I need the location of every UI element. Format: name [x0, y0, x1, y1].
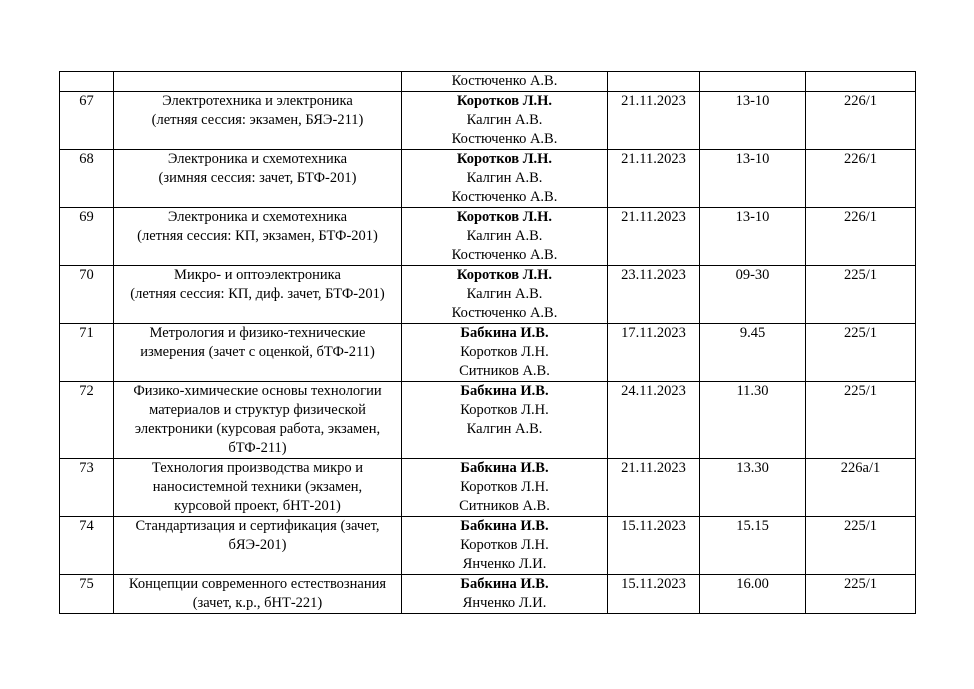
- date-cell: [608, 324, 700, 382]
- exam-time: 13.30: [736, 460, 769, 476]
- time-cell: [700, 575, 806, 614]
- commission-member: Коротков Л.Н.: [460, 402, 549, 418]
- subject-line: измерения (зачет с оценкой, бТФ-211): [140, 344, 375, 360]
- commission-cell: [402, 72, 608, 92]
- table-row: [60, 324, 916, 382]
- subject-line: Электротехника и электроника: [162, 93, 353, 109]
- table-row: [60, 72, 916, 92]
- room-cell: [806, 266, 916, 324]
- room-cell: [806, 208, 916, 266]
- commission-chair: Бабкина И.В.: [460, 518, 549, 534]
- exam-time: 13-10: [735, 209, 770, 225]
- row-number: 72: [79, 383, 94, 399]
- commission-chair: Коротков Л.Н.: [456, 209, 553, 225]
- exam-date: 23.11.2023: [621, 267, 686, 283]
- room-cell: [806, 575, 916, 614]
- commission-chair: Коротков Л.Н.: [456, 151, 553, 167]
- time-cell: [700, 382, 806, 459]
- exam-time: 15.15: [736, 518, 769, 534]
- exam-date: 21.11.2023: [621, 460, 686, 476]
- exam-room: 225/1: [843, 576, 878, 592]
- table-row: [60, 459, 916, 517]
- commission-cell: [402, 92, 608, 150]
- row-number-cell: [60, 72, 114, 92]
- commission-chair: Коротков Л.Н.: [456, 267, 553, 283]
- exam-date: 15.11.2023: [621, 518, 686, 534]
- subject-cell: [114, 92, 402, 150]
- table-row: [60, 208, 916, 266]
- exam-room: 226/1: [843, 151, 878, 167]
- row-number-cell: [60, 92, 114, 150]
- row-number-cell: [60, 150, 114, 208]
- exam-room: 225/1: [843, 325, 878, 341]
- date-cell: [608, 92, 700, 150]
- time-cell: [700, 266, 806, 324]
- room-cell: [806, 92, 916, 150]
- commission-member: Коротков Л.Н.: [460, 479, 549, 495]
- exam-date: 24.11.2023: [621, 383, 686, 399]
- commission-member: Костюченко А.В.: [451, 247, 558, 263]
- subject-cell: [114, 266, 402, 324]
- commission-member: Коротков Л.Н.: [460, 537, 549, 553]
- commission-chair: Бабкина И.В.: [460, 325, 549, 341]
- row-number-cell: [60, 575, 114, 614]
- exam-date: 21.11.2023: [621, 151, 686, 167]
- row-number: 75: [79, 576, 94, 592]
- subject-line: бЯЭ-201): [228, 537, 287, 553]
- commission-cell: [402, 150, 608, 208]
- commission-member: Коротков Л.Н.: [460, 344, 549, 360]
- time-cell: [700, 324, 806, 382]
- subject-line: (летняя сессия: КП, диф. зачет, БТФ-201): [130, 286, 385, 302]
- row-number-cell: [60, 382, 114, 459]
- row-number-cell: [60, 208, 114, 266]
- commission-member: Костюченко А.В.: [451, 73, 558, 89]
- row-number: 70: [79, 267, 94, 283]
- subject-line: бТФ-211): [228, 440, 287, 456]
- date-cell: [608, 266, 700, 324]
- exam-date: 21.11.2023: [621, 93, 686, 109]
- subject-cell: [114, 382, 402, 459]
- exam-room: 226/1: [843, 93, 878, 109]
- date-cell: [608, 150, 700, 208]
- commission-member: Калгин А.В.: [466, 421, 543, 437]
- exam-time: 13-10: [735, 151, 770, 167]
- exam-time: 9.45: [739, 325, 766, 341]
- commission-member: Костюченко А.В.: [451, 131, 558, 147]
- commission-member: Калгин А.В.: [466, 286, 543, 302]
- subject-line: (летняя сессия: КП, экзамен, БТФ-201): [137, 228, 378, 244]
- date-cell: [608, 459, 700, 517]
- subject-line: Микро- и оптоэлектроника: [174, 267, 341, 283]
- commission-member: Калгин А.В.: [466, 170, 543, 186]
- time-cell: [700, 92, 806, 150]
- table-row: [60, 150, 916, 208]
- commission-cell: [402, 459, 608, 517]
- row-number: 74: [79, 518, 94, 534]
- subject-line: Технология производства микро и: [151, 460, 364, 476]
- row-number-cell: [60, 517, 114, 575]
- commission-cell: [402, 324, 608, 382]
- table-row: [60, 266, 916, 324]
- exam-schedule-body: [60, 72, 916, 614]
- exam-time: 11.30: [736, 383, 769, 399]
- subject-line: Электроника и схемотехника: [167, 209, 348, 225]
- subject-line: Стандартизация и сертификация (зачет,: [135, 518, 380, 534]
- subject-line: (зачет, к.р., бНТ-221): [192, 595, 323, 611]
- commission-member: Калгин А.В.: [466, 228, 543, 244]
- time-cell: [700, 72, 806, 92]
- subject-line: Физико-химические основы технологии: [133, 383, 382, 399]
- table-row: [60, 517, 916, 575]
- row-number: 68: [79, 151, 94, 167]
- row-number-cell: [60, 266, 114, 324]
- room-cell: [806, 382, 916, 459]
- exam-room: 225/1: [843, 518, 878, 534]
- date-cell: [608, 208, 700, 266]
- room-cell: [806, 150, 916, 208]
- commission-chair: Коротков Л.Н.: [456, 93, 553, 109]
- subject-line: материалов и структур физической: [149, 402, 366, 418]
- subject-cell: [114, 72, 402, 92]
- row-number: 73: [79, 460, 94, 476]
- row-number: 67: [79, 93, 94, 109]
- exam-date: 15.11.2023: [621, 576, 686, 592]
- commission-chair: Бабкина И.В.: [460, 383, 549, 399]
- subject-cell: [114, 324, 402, 382]
- exam-date: 17.11.2023: [621, 325, 686, 341]
- commission-member: Ситников А.В.: [459, 498, 550, 514]
- commission-cell: [402, 517, 608, 575]
- row-number-cell: [60, 324, 114, 382]
- exam-room: 225/1: [843, 267, 878, 283]
- exam-time: 16.00: [736, 576, 769, 592]
- commission-member: Костюченко А.В.: [451, 305, 558, 321]
- subject-cell: [114, 517, 402, 575]
- room-cell: [806, 72, 916, 92]
- time-cell: [700, 459, 806, 517]
- subject-line: Электроника и схемотехника: [167, 151, 348, 167]
- commission-chair: Бабкина И.В.: [460, 576, 549, 592]
- time-cell: [700, 517, 806, 575]
- exam-time: 13-10: [735, 93, 770, 109]
- exam-time: 09-30: [735, 267, 770, 283]
- table-row: [60, 92, 916, 150]
- room-cell: [806, 324, 916, 382]
- subject-cell: [114, 208, 402, 266]
- date-cell: [608, 575, 700, 614]
- row-number: 69: [79, 209, 94, 225]
- exam-room: 226/1: [843, 209, 878, 225]
- commission-cell: [402, 575, 608, 614]
- row-number-cell: [60, 459, 114, 517]
- commission-chair: Бабкина И.В.: [460, 460, 549, 476]
- exam-schedule-table: [59, 71, 916, 614]
- subject-cell: [114, 459, 402, 517]
- commission-member: Костюченко А.В.: [451, 189, 558, 205]
- table-row: [60, 575, 916, 614]
- exam-room: 225/1: [843, 383, 878, 399]
- date-cell: [608, 517, 700, 575]
- room-cell: [806, 459, 916, 517]
- commission-member: Янченко Л.И.: [462, 595, 547, 611]
- commission-member: Янченко Л.И.: [462, 556, 547, 572]
- subject-line: (летняя сессия: экзамен, БЯЭ-211): [151, 112, 364, 128]
- time-cell: [700, 208, 806, 266]
- table-row: [60, 382, 916, 459]
- subject-line: Концепции современного естествознания: [128, 576, 387, 592]
- time-cell: [700, 150, 806, 208]
- subject-line: курсовой проект, бНТ-201): [174, 498, 341, 514]
- subject-line: (зимняя сессия: зачет, БТФ-201): [158, 170, 357, 186]
- subject-line: Метрология и физико-технические: [149, 325, 366, 341]
- commission-cell: [402, 266, 608, 324]
- exam-date: 21.11.2023: [621, 209, 686, 225]
- room-cell: [806, 517, 916, 575]
- subject-cell: [114, 150, 402, 208]
- commission-member: Калгин А.В.: [466, 112, 543, 128]
- date-cell: [608, 382, 700, 459]
- commission-cell: [402, 208, 608, 266]
- date-cell: [608, 72, 700, 92]
- commission-member: Ситников А.В.: [459, 363, 550, 379]
- exam-room: 226а/1: [840, 460, 881, 476]
- row-number: 71: [79, 325, 94, 341]
- commission-cell: [402, 382, 608, 459]
- subject-line: электроники (курсовая работа, экзамен,: [134, 421, 381, 437]
- subject-cell: [114, 575, 402, 614]
- subject-line: наносистемной техники (экзамен,: [152, 479, 363, 495]
